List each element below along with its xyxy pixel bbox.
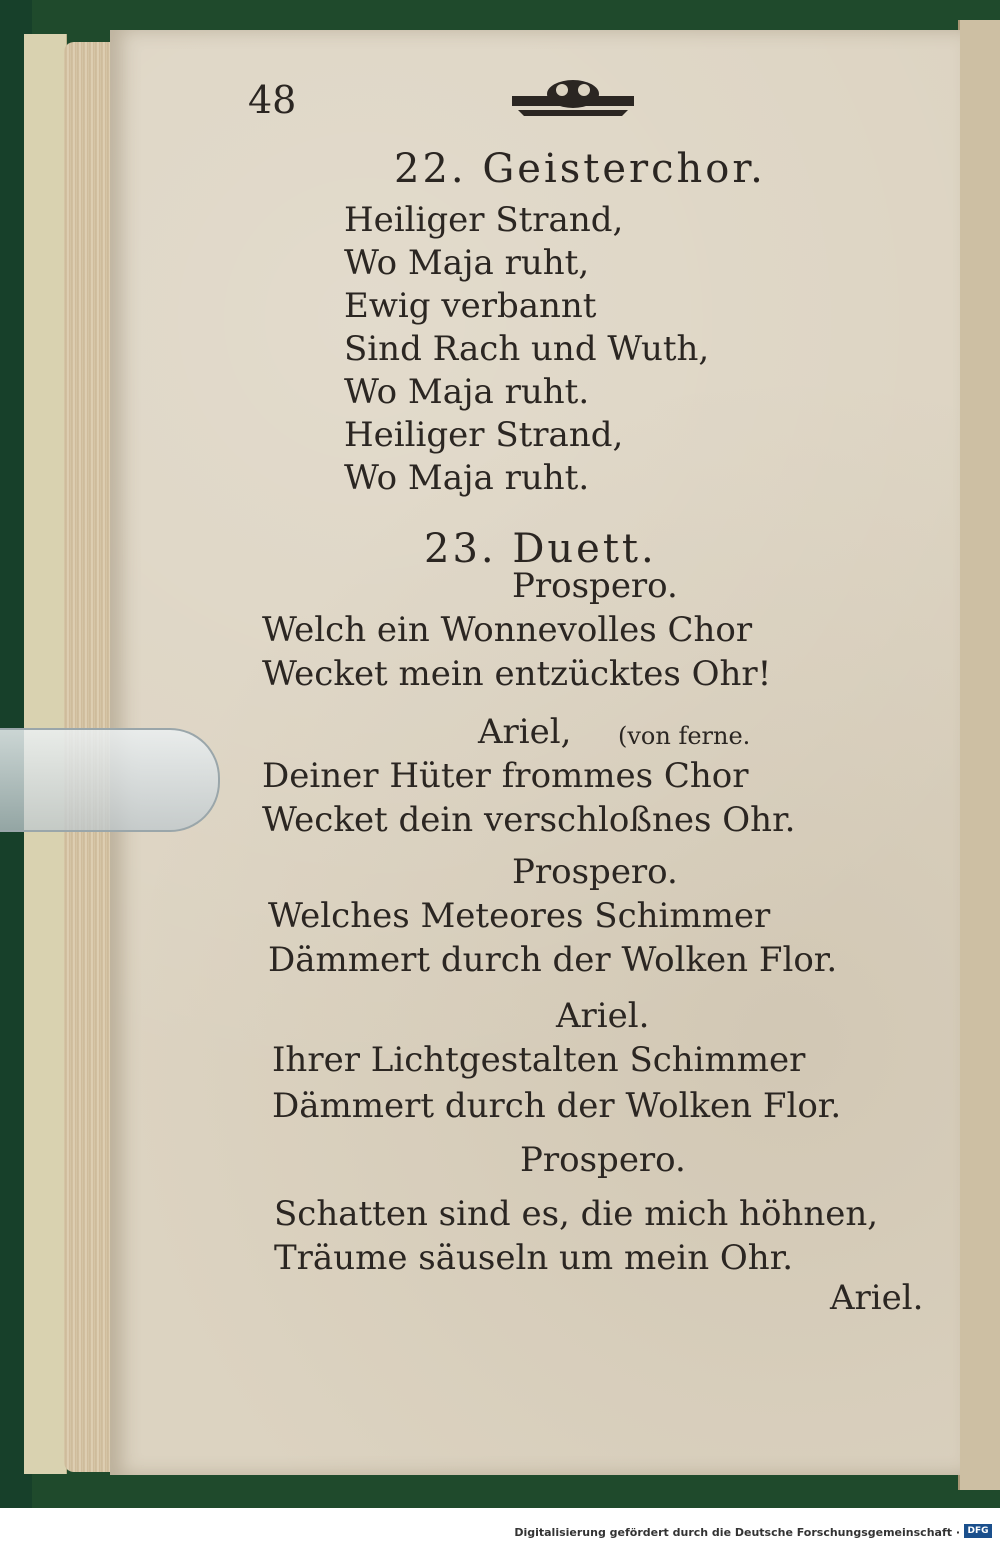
- section-heading-23: 23. Duett.: [424, 526, 657, 572]
- verse-line: Welches Meteores Schimmer: [268, 896, 771, 936]
- verse-line: Wecket mein entzücktes Ohr!: [262, 654, 772, 694]
- ornament-icon: [512, 76, 634, 120]
- dfg-logo-icon: DFG: [964, 1524, 992, 1538]
- catchword-speaker: Ariel.: [830, 1278, 924, 1318]
- stage-direction: (von ferne.: [618, 722, 751, 750]
- verse-line: Wo Maja ruht.: [344, 458, 590, 498]
- verse-line: Ewig verbannt: [344, 286, 597, 326]
- verse-line: Wecket dein verschloßnes Ohr.: [262, 800, 796, 840]
- verse-line: Wo Maja ruht.: [344, 372, 590, 412]
- speaker-name: Prospero.: [512, 566, 678, 606]
- verse-line: Welch ein Wonnevolles Chor: [262, 610, 753, 650]
- verse-line: Wo Maja ruht,: [344, 243, 590, 283]
- verse-line: Ihrer Lichtgestalten Schimmer: [272, 1040, 806, 1080]
- verse-line: Schatten sind es, die mich höhnen,: [274, 1194, 879, 1234]
- verse-line: Heiliger Strand,: [344, 415, 624, 455]
- verse-line: Dämmert durch der Wolken Flor.: [272, 1086, 842, 1126]
- verse-line: Sind Rach und Wuth,: [344, 329, 710, 369]
- funding-credit: Digitalisierung gefördert durch die Deutsche Forschungsgemeinschaft ·: [514, 1526, 960, 1539]
- page-number: 48: [248, 78, 297, 122]
- verse-line: Deiner Hüter frommes Chor: [262, 756, 749, 796]
- footer-bar: [0, 1508, 1000, 1556]
- section-heading-22: 22. Geisterchor.: [394, 146, 766, 192]
- facing-page-edge: [958, 20, 1000, 1490]
- speaker-name: Prospero.: [512, 852, 678, 892]
- verse-line: Heiliger Strand,: [344, 200, 624, 240]
- page-clip: [0, 728, 220, 832]
- speaker-name: Prospero.: [520, 1140, 686, 1180]
- speaker-name: Ariel.: [556, 996, 650, 1036]
- verse-line: Dämmert durch der Wolken Flor.: [268, 940, 838, 980]
- speaker-name: Ariel,: [478, 712, 572, 752]
- verse-line: Träume säuseln um mein Ohr.: [274, 1238, 794, 1278]
